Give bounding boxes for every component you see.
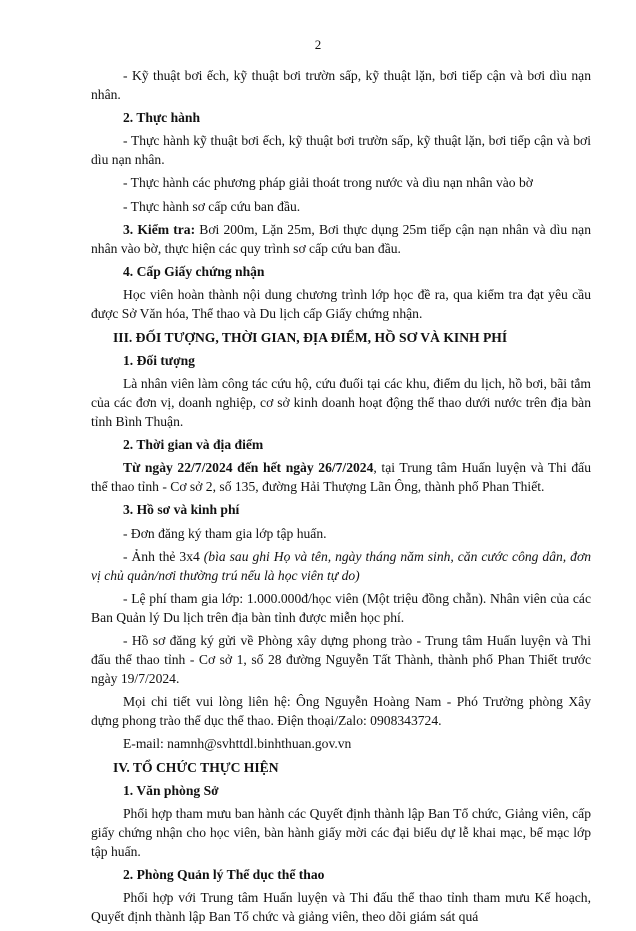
document-body [91,67,591,931]
paragraph: 3. Kiểm tra: Bơi 200m, Lặn 25m, Bơi thực dụng 25m tiếp cận nạn nhân và dìu nạn nhân vào bờ, thực hiện các quy trình sơ cấp cứu ban đầu. [91,222,592,256]
paragraph: - Ảnh thẻ 3x4 (bìa sau ghi Họ và tên, ngày tháng năm sinh, căn cước công dân, đơn vị chủ quản/nơi thường trú nếu là học viên tự do) [91,549,592,583]
paragraph: Mọi chi tiết vui lòng liên hệ: Ông Nguyễn Hoàng Nam - Phó Trưởng phòng Xây dựng phong trào thể dục thể thao. Điện thoại/Zalo: 0908343724. [91,694,591,728]
section-heading: III. ĐỐI TƯỢNG, THỜI GIAN, ĐỊA ĐIỂM, HỒ SƠ VÀ KINH PHÍ [113,329,508,345]
paragraph: Phối hợp tham mưu ban hành các Quyết định thành lập Ban Tổ chức, Giảng viên, cấp giấy chứng nhận cho học viên, bàn hành giấy mời các đại biểu dự lễ khai mạc, bế mạc lớp tập huấn. [91,806,591,859]
subheading: 2. Thực hành [123,110,201,126]
paragraph: - Thực hành các phương pháp giải thoát trong nước và dìu nạn nhân vào bờ [123,175,533,191]
paragraph: - Đơn đăng ký tham gia lớp tập huấn. [123,525,327,541]
subheading: 3. Hồ sơ và kinh phí [123,502,240,518]
paragraph: Học viên hoàn thành nội dung chương trình lớp học đề ra, qua kiểm tra đạt yêu cầu được Sở Văn hóa, Thể thao và Du lịch cấp Giấy chứng nhận. [91,287,591,322]
paragraph: Phối hợp với Trung tâm Huấn luyện và Thi đấu thể thao tỉnh tham mưu Kế hoạch, Quyết định thành lập Ban Tổ chức và giảng viên, theo dõi giám sát quá [91,890,591,925]
paragraph: - Kỹ thuật bơi ếch, kỹ thuật bơi trườn sấp, kỹ thuật lặn, bơi tiếp cận và bơi dìu nạn nhân. [91,68,591,102]
subheading: 2. Phòng Quản lý Thể dục thể thao [123,866,325,882]
paragraph: Là nhân viên làm công tác cứu hộ, cứu đuối tại các khu, điểm du lịch, hồ bơi, bãi tắm của các đơn vị, doanh nghiệp, cơ sở kinh doanh hoạt động thể thao dưới nước trên địa bàn tỉnh Bình Thuận. [91,376,591,429]
subheading: 2. Thời gian và địa điểm [123,437,264,453]
paragraph: - Thực hành kỹ thuật bơi ếch, kỹ thuật bơi trườn sấp, kỹ thuật lặn, bơi tiếp cận và bơi dìu nạn nhân. [91,133,591,168]
paragraph: Từ ngày 22/7/2024 đến hết ngày 26/7/2024, tại Trung tâm Huấn luyện và Thi đấu thể thao tỉnh - Cơ sở 2, số 135, đường Hải Thượng Lãn Ông, thành phố Phan Thiết. [91,460,591,495]
paragraph: - Thực hành sơ cấp cứu ban đầu. [123,198,301,214]
section-heading: IV. TỔ CHỨC THỰC HIỆN [113,759,279,775]
paragraph: - Hồ sơ đăng ký gửi về Phòng xây dựng phong trào - Trung tâm Huấn luyện và Thi đấu thể thao tỉnh - Cơ sở 1, số 28 đường Nguyễn Tất Thành, thành phố Phan Thiết trước ngày 19/7/2024. [91,633,591,686]
subheading: 4. Cấp Giấy chứng nhận [123,264,265,280]
subheading: 1. Văn phòng Sở [123,782,219,798]
paragraph: - Lệ phí tham gia lớp: 1.000.000đ/học viên (Một triệu đồng chẵn). Nhân viên của các Ban Quản lý Du lịch trên địa bàn tỉnh được miễn học phí. [91,591,591,625]
page-number: 2 [314,37,322,52]
subheading: 1. Đối tượng [123,352,195,368]
email-line: E-mail: namnh@svhttdl.binhthuan.gov.vn [123,736,352,752]
